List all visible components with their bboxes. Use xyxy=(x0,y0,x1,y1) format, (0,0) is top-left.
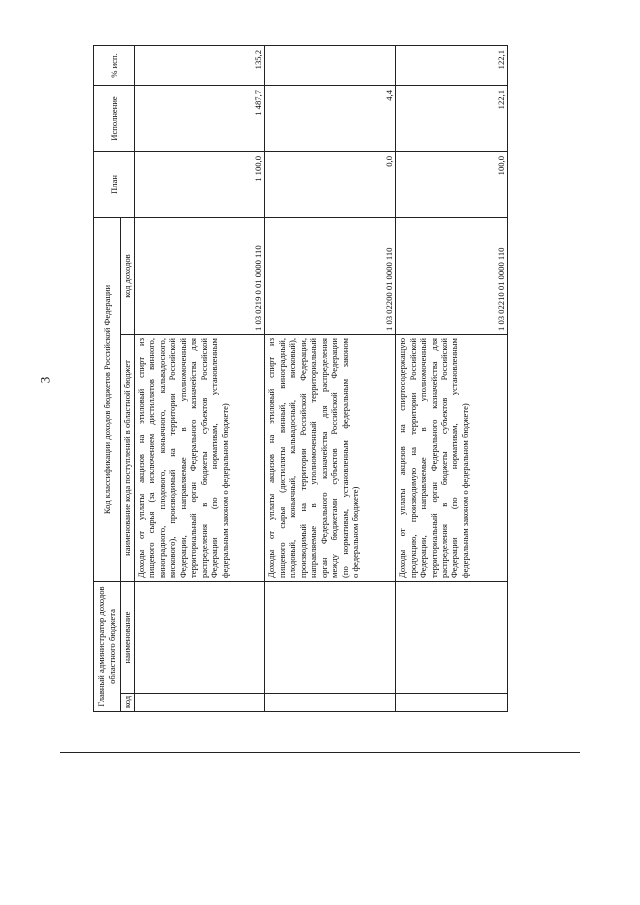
income-code-cell: 1 03 0219 0 01 0000 110 xyxy=(134,218,265,335)
classif-group-header: Код классификации доходов бюджетов Российской Федерации xyxy=(94,218,121,582)
plan-cell: 100,0 xyxy=(396,152,508,218)
plan-cell: 0,0 xyxy=(265,152,396,218)
execution-header: Исполнение xyxy=(94,86,135,152)
admin-code-header: код xyxy=(120,694,134,712)
percent-cell xyxy=(265,46,396,86)
income-code-header: код доходов xyxy=(120,218,134,335)
admin-code-cell xyxy=(134,694,265,712)
income-name-cell: Доходы от уплаты акцизов на этиловый спирт из пищевого сырья (за исключением дистиллятов винного, виноградного, плодового, коньячного, кальвадосного, вискового), производимый на территории Российской Федерации, направляемые в уполномоченный территориальный орган Федерального казначейства для распределения в бюджеты субъектов Российской Федерации (по нормативам, установленным федеральным законом о федеральном бюджете) xyxy=(134,335,265,582)
table-row xyxy=(265,46,396,712)
admin-name-cell xyxy=(134,582,265,694)
income-code-cell: 1 03 02210 01 0000 110 xyxy=(396,218,508,335)
margin-line xyxy=(60,752,580,753)
execution-cell: 4,4 xyxy=(265,86,396,152)
admin-name-cell xyxy=(265,582,396,694)
admin-code-cell xyxy=(265,694,396,712)
admin-name-cell xyxy=(396,582,508,694)
income-table xyxy=(93,45,508,712)
plan-cell: 1 100,0 xyxy=(134,152,265,218)
admin-name-header: наименование xyxy=(120,582,134,694)
table-row xyxy=(134,46,265,712)
income-name-cell: Доходы от уплаты акцизов на спиртосодержащую продукцию, производимую на территории Российской Федерации, направляемые в уполномоченный территориальный орган Федерального казначейства для распределения в бюджеты субъектов Российской Федерации (по нормативам, установленным федеральным законом о федеральном бюджете) xyxy=(396,335,508,582)
percent-header: % исп. xyxy=(94,46,135,86)
income-name-cell: Доходы от уплаты акцизов на этиловый спирт из пищевого сырья (дистилляты винный, виноградный, плодовый, коньячный, кальвадосный, висковый), производимый на территории Российской Федерации, направляемые в уполномоченный территориальный орган Федерального казначейства для распределения между бюджетами субъектов Российской Федерации (по нормативам, установленным федеральным законом о федеральном бюджете) xyxy=(265,335,396,582)
percent-cell: 122,1 xyxy=(396,46,508,86)
page-number: 3 xyxy=(37,376,53,384)
income-table-rotated xyxy=(93,46,508,712)
percent-cell: 135,2 xyxy=(134,46,265,86)
income-name-header: наименование кода поступлений в областной бюджет xyxy=(120,335,134,582)
income-code-cell: 1 03 02200 01 0000 110 xyxy=(265,218,396,335)
admin-group-header: Главный администратор доходов областного бюджета xyxy=(94,582,121,712)
execution-cell: 122,1 xyxy=(396,86,508,152)
execution-cell: 1 487,7 xyxy=(134,86,265,152)
admin-code-cell xyxy=(396,694,508,712)
table-row xyxy=(396,46,508,712)
plan-header: План xyxy=(94,152,135,218)
